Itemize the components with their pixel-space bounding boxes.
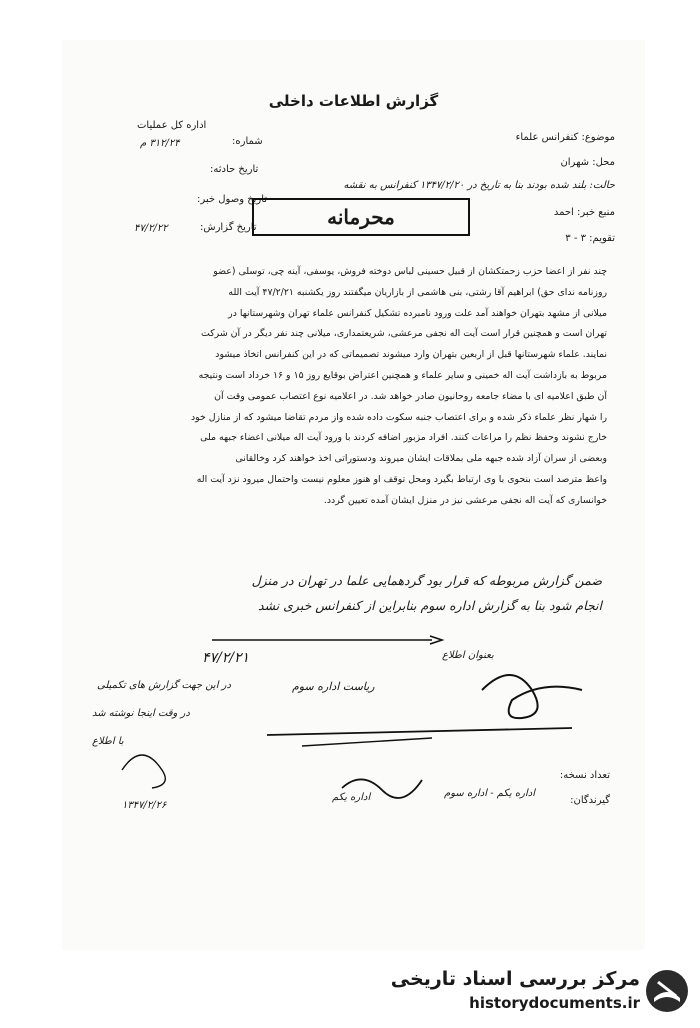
body-line: میلانی از مشهد بتهران خواهند آمد علت ورود نامبرده تشکیل کنفرانس علماء تهران وشهرستانها در bbox=[228, 307, 607, 319]
sign-date: ۱۳۴۷/۲/۲۶ bbox=[122, 800, 167, 811]
number-value: ۳۱۲/۲۴ م bbox=[140, 138, 180, 149]
subject-field: موضوع: کنفرانس علماء bbox=[515, 132, 615, 143]
body-line: تهران است و همچنین قرار است آیت اله نجفی مرعشی، شریعتمداری، میلانی چند نفر دیگر در آن شرکت bbox=[200, 328, 607, 340]
number-label: شماره: bbox=[232, 136, 263, 147]
signature-line-1: ریاست اداره سوم bbox=[292, 680, 375, 693]
report-date-label: تاریخ گزارش: bbox=[200, 222, 257, 233]
left-note-2: در وقت اینجا نوشته شد bbox=[92, 708, 190, 719]
source-cast-field: حالت: بلند شده بودند بنا به تاریخ در ۱۳۴۷/۲/۲۰ کنفرانس به نقشه bbox=[343, 180, 615, 191]
signature-line-2: بعنوان اطلاع bbox=[442, 650, 494, 661]
signature-scrawls bbox=[102, 620, 622, 820]
body-line: چند نفر از اعضا حزب زحمتکشان از قبیل حسینی لباس دوخته فروش، یوسفی، آینه چی، توسلی (عضو bbox=[213, 266, 607, 277]
body-line: وبعضی از سران آزاد شده جبهه ملی بملاقات ایشان میروند ودستوراتی اخذ خواهند کرد وخالقانی bbox=[235, 453, 607, 465]
sign-name: اداره یکم bbox=[332, 792, 371, 803]
recipients-value: اداره یکم - اداره سوم bbox=[444, 788, 535, 799]
document-title: گزارش اطلاعات داخلی bbox=[268, 92, 439, 110]
body-line: آن طبق اعلامیه ای با مضاء جامعه روحانیون صادر خواهد شد. در اعلامیه نوع اعتصاب عمومی وقت آن bbox=[214, 390, 607, 402]
footer-url[interactable]: historydocuments.ir bbox=[469, 994, 640, 1012]
document-page bbox=[62, 40, 645, 950]
receipt-date-label: تاریخ وصول خبر: bbox=[197, 194, 268, 205]
body-line: را شهار نظر علماء ذکر شده و برای اعتصاب جنبه سکوت داده شده واز مردم تقاضا میشود که از منازل خود bbox=[190, 411, 607, 423]
book-quill-logo-icon bbox=[644, 968, 690, 1014]
confidential-stamp: محرمانه bbox=[252, 198, 470, 236]
date-scrawl: ۴۷/۲/۲۱ bbox=[202, 650, 250, 666]
body-line: خوانساری که آیت اله نجفی مرعشی نیز در منزل ایشان آمده تعیین گردد. bbox=[323, 494, 607, 506]
informant-field: منبع خبر: احمد bbox=[553, 207, 615, 218]
incident-date-label: تاریخ حادثه: bbox=[210, 164, 259, 175]
recipients-label: گیرندگان: bbox=[570, 795, 610, 806]
handwritten-line: انجام شود بنا به گزارش اداره سوم بنابراین از کنفرانس خبری نشد bbox=[257, 598, 602, 613]
report-date-value: ۴۷/۲/۲۲ bbox=[134, 223, 168, 234]
left-note-3: با اطلاع bbox=[92, 736, 124, 747]
left-note-1: در این جهت گزارش های تکمیلی bbox=[97, 680, 231, 691]
report-body bbox=[87, 262, 607, 512]
footer-org-name: مرکز بررسی اسناد تاریخی bbox=[390, 968, 640, 990]
handwritten-note bbox=[172, 568, 602, 618]
body-line: مربوط به بازداشت آیت اله خمینی و سایر علماء و همچنین اعتراض بوقایع روز ۱۵ و ۱۶ خرداد است ونتیجه bbox=[198, 369, 607, 381]
copies-label: تعداد نسخه: bbox=[559, 770, 610, 781]
body-line: نمایند. علماء شهرستانها قبل از اربعین بتهران وارد میشوند تصمیماتی که در این کنفرانس اتخاذ میشود bbox=[215, 349, 607, 361]
place-field: محل: شهران bbox=[560, 157, 615, 168]
body-line: خارج نشوند وحفظ نظم را مراعات کنند. افراد مزبور اضافه کردند با ورود آیت اله میلانی اعضاء جبهه ملی bbox=[200, 432, 607, 444]
rating-field: تقویم: ۳ - ۳ bbox=[565, 233, 615, 244]
office-field: اداره کل عملیات bbox=[137, 120, 207, 131]
body-line: واعظ مترصد است بنحوی با وی ارتباط بگیرد ومحل توقف او هنوز معلوم نیست واحتمال میرود نزد آیت اله bbox=[196, 473, 607, 485]
body-line: روزنامه ندای حق) ابراهیم آقا رشتی، بنی هاشمی از بازاریان میگفتند روز یکشنبه ۴۷/۲/۲۱ آیت الله bbox=[228, 286, 607, 298]
handwritten-line: ضمن گزارش مربوطه که قرار بود گردهمایی علما در تهران در منزل bbox=[251, 573, 602, 588]
